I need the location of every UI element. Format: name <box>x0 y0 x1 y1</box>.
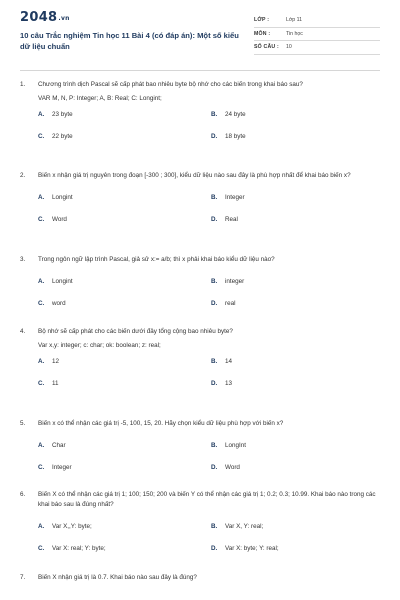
answer-letter: B. <box>211 442 218 449</box>
question-7 <box>20 573 380 583</box>
answer-text: Var X, Y: real; <box>225 523 264 530</box>
question-body: Bộ nhớ sẽ cấp phát cho các biến dưới đây tổng cộng bao nhiêu byte? <box>38 328 233 335</box>
answer-a[interactable] <box>38 357 59 367</box>
document-header <box>0 0 400 62</box>
answer-letter: A. <box>38 194 45 201</box>
answer-c[interactable] <box>38 379 59 389</box>
answer-letter: D. <box>211 133 218 140</box>
answer-letter: D. <box>211 464 218 471</box>
question-body: Biến x nhận giá trị nguyên trong đoạn [-300 ; 300], kiểu dữ liệu nào sau đây là phù hợp nhất để khai báo biến x? <box>38 172 351 179</box>
answer-letter: D. <box>211 545 218 552</box>
logo-main: 2048 <box>20 10 58 25</box>
answer-c[interactable] <box>38 544 106 554</box>
answer-text: Word <box>52 216 67 223</box>
answer-text: Var X: real; Y: byte; <box>52 545 106 552</box>
answer-letter: A. <box>38 358 45 365</box>
answer-list <box>20 277 380 317</box>
question-3 <box>20 255 380 317</box>
site-logo[interactable] <box>20 10 70 25</box>
answer-b[interactable] <box>211 277 244 287</box>
answer-letter: A. <box>38 442 45 449</box>
answer-text: Real <box>225 216 238 223</box>
answer-d[interactable] <box>211 544 279 554</box>
question-body: Biến X có thể nhận các giá trị 1; 100; 150; 200 và biến Y có thể nhận các giá trị 1; 0.2; 0.3; 10.99. Khai báo nào trong các khai báo sau là đúng nhất? <box>38 491 376 508</box>
question-code: Var x,y: integer; c: char; ok: boolean; z: real; <box>38 342 161 349</box>
answer-letter: C. <box>38 380 45 387</box>
answer-d[interactable] <box>211 463 240 473</box>
answer-text: Longint <box>52 278 73 285</box>
answer-list <box>20 441 380 481</box>
answer-letter: B. <box>211 358 218 365</box>
answer-letter: A. <box>38 523 45 530</box>
answer-text: Integer <box>225 194 245 201</box>
answer-text: Word <box>225 464 240 471</box>
answer-letter: D. <box>211 300 218 307</box>
info-label: SỐ CÂU : <box>254 44 279 50</box>
question-number: 1. <box>20 81 26 88</box>
answer-letter: C. <box>38 300 45 307</box>
answer-text: 13 <box>225 380 233 387</box>
info-table <box>254 14 380 55</box>
answer-a[interactable] <box>38 110 73 120</box>
answer-a[interactable] <box>38 277 73 287</box>
question-number: 3. <box>20 256 26 263</box>
question-text <box>20 80 380 90</box>
answer-c[interactable] <box>38 463 72 473</box>
answer-d[interactable] <box>211 379 232 389</box>
answer-letter: C. <box>38 216 45 223</box>
answer-list <box>20 110 380 150</box>
answer-text: 22 byte <box>52 133 73 140</box>
info-row-class <box>254 14 380 28</box>
question-4 <box>20 327 380 397</box>
answer-d[interactable] <box>211 215 238 225</box>
answer-list <box>20 357 380 397</box>
question-number: 5. <box>20 420 26 427</box>
answer-c[interactable] <box>38 215 67 225</box>
answer-list <box>20 193 380 233</box>
question-number: 7. <box>20 574 26 581</box>
answer-text: Longint <box>52 194 73 201</box>
answer-b[interactable] <box>211 357 232 367</box>
answer-letter: B. <box>211 194 218 201</box>
question-number: 4. <box>20 328 26 335</box>
answer-d[interactable] <box>211 299 236 309</box>
question-1 <box>20 80 380 150</box>
question-text <box>20 490 380 510</box>
question-6 <box>20 490 380 562</box>
answer-b[interactable] <box>211 110 246 120</box>
answer-text: 23 byte <box>52 111 73 118</box>
question-text <box>20 419 380 429</box>
answer-letter: A. <box>38 278 45 285</box>
answer-c[interactable] <box>38 299 66 309</box>
info-row-subject <box>254 28 380 42</box>
question-5 <box>20 419 380 481</box>
answer-text: 14 <box>225 358 233 365</box>
question-text <box>20 573 380 583</box>
answer-c[interactable] <box>38 132 73 142</box>
answer-text: 18 byte <box>225 133 246 140</box>
answer-text: LongInt <box>225 442 247 449</box>
answer-letter: B. <box>211 523 218 530</box>
answer-text: Var X,,Y: byte; <box>52 523 92 530</box>
answer-letter: B. <box>211 111 218 118</box>
answer-a[interactable] <box>38 522 92 532</box>
question-body: Chương trình dịch Pascal sẽ cấp phát bao nhiêu byte bộ nhớ cho các biến trong khai báo sau? <box>38 81 303 88</box>
answer-letter: C. <box>38 545 45 552</box>
answer-list <box>20 522 380 562</box>
info-value: Tin học <box>286 30 303 37</box>
answer-text: Char <box>52 442 66 449</box>
question-text <box>20 171 380 181</box>
answer-letter: B. <box>211 278 218 285</box>
info-value: 10 <box>286 44 292 50</box>
answer-text: Integer <box>52 464 72 471</box>
answer-letter: D. <box>211 380 218 387</box>
page-title: 10 câu Trắc nghiệm Tin học 11 Bài 4 (có đáp án): Một số kiểu dữ liệu chuẩn <box>20 31 239 51</box>
answer-text: 12 <box>52 358 60 365</box>
question-text <box>20 327 380 337</box>
answer-a[interactable] <box>38 193 73 203</box>
answer-text: real <box>225 300 236 307</box>
question-number: 2. <box>20 172 26 179</box>
answer-letter: C. <box>38 133 45 140</box>
info-label: MÔN : <box>254 30 271 37</box>
answer-b[interactable] <box>211 441 246 451</box>
info-value: Lớp 11 <box>286 17 302 23</box>
answer-text: word <box>52 300 66 307</box>
answer-a[interactable] <box>38 441 66 451</box>
answer-letter: C. <box>38 464 45 471</box>
answer-text: 24 byte <box>225 111 246 118</box>
logo-suffix: .vn <box>58 15 70 22</box>
answer-b[interactable] <box>211 193 245 203</box>
question-body: Trong ngôn ngữ lập trình Pascal, giả sử x:= a/b; thì x phải khai báo kiểu dữ liệu nào? <box>38 256 275 263</box>
info-row-count <box>254 41 380 55</box>
question-body: Biến X nhận giá trị là 0.7. Khai báo nào sau đây là đúng? <box>38 574 197 581</box>
question-code: VAR M, N, P: Integer; A, B: Real; C: Longint; <box>38 95 162 102</box>
answer-text: integer <box>225 278 245 285</box>
question-body: Biến x có thể nhận các giá trị -5, 100, 15, 20. Hãy chọn kiểu dữ liệu phù hợp với biến x? <box>38 420 284 427</box>
answer-text: Var X: byte; Y: real; <box>225 545 279 552</box>
answer-text: 11 <box>52 380 59 387</box>
answer-b[interactable] <box>211 522 263 532</box>
header-divider <box>20 70 380 71</box>
question-number: 6. <box>20 491 26 498</box>
answer-d[interactable] <box>211 132 246 142</box>
question-2 <box>20 171 380 233</box>
info-label: LỚP : <box>254 17 270 23</box>
answer-letter: A. <box>38 111 45 118</box>
answer-letter: D. <box>211 216 218 223</box>
question-text <box>20 255 380 265</box>
